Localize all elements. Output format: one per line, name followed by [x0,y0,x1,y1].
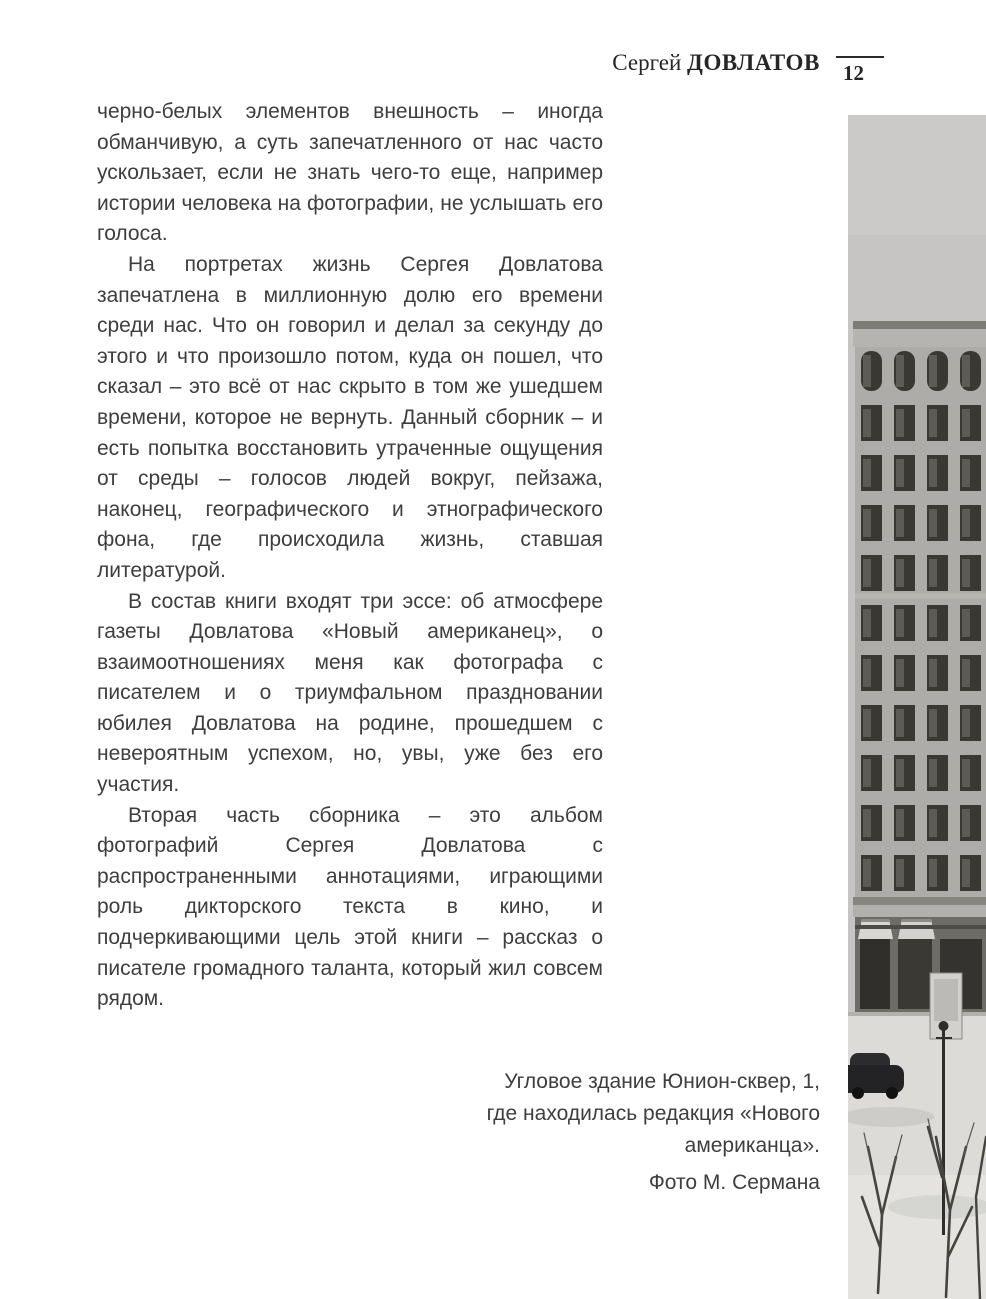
author-last-name: ДОВЛАТОВ [687,50,820,75]
body-text-column [97,97,603,1015]
photo-caption [380,1066,820,1199]
photo-credit: Фото М. Сермана [648,1171,820,1194]
caption-line: Угловое здание Юнион-сквер, 1, [504,1070,820,1093]
building-photo-illustration [848,115,986,1299]
caption-line: где находилась редакция «Нового [486,1102,820,1125]
running-head-author [612,50,820,76]
paragraph: На портретах жизнь Сергея Довлатова запечатлена в миллионную долю его времени среди нас. Что он говорил и делал за секунду до этого и что произошло потом, куда он пошел, что сказал – это всё от нас скрыто в том же ушедшем времени, которое не вернуть. Данный сборник – и есть попытка восстановить утраченные ощущения от среды – голосов людей вокруг, пейзажа, наконец, географического и этнографического фона, где происходила жизнь, ставшая литературой. [97,252,603,582]
building-facade [853,321,986,917]
header-rule [836,56,884,58]
paragraph: Вторая часть сборника – это альбом фотографий Сергея Довлатова с распространенными аннотациями, играющими роль дикторского текста в кино, и подчеркивающими цель этой книги – рассказ о писателе громадного таланта, который жил совсем рядом. [97,803,603,1011]
storefront [855,917,986,1012]
caption-line: американца». [684,1134,820,1157]
paragraph: черно-белых элементов внешность – иногда обманчивую, а суть запечатленного от нас часто ускользает, если не знать чего-то еще, например истории человека на фотографии, не услышать его голоса. [97,100,603,246]
paragraph: В состав книги входят три эссе: об атмосфере газеты Довлатова «Новый американец», о взаимоотношениях меня как фотографа с писателем и о триумфальном праздновании юбилея Довлатова на родине, прошедшем с невероятным успехом, но, увы, уже без его участия. [97,589,603,797]
page-number: 12 [843,61,864,85]
author-first-name: Сергей [612,50,682,75]
photo-union-square-building [848,115,986,1299]
